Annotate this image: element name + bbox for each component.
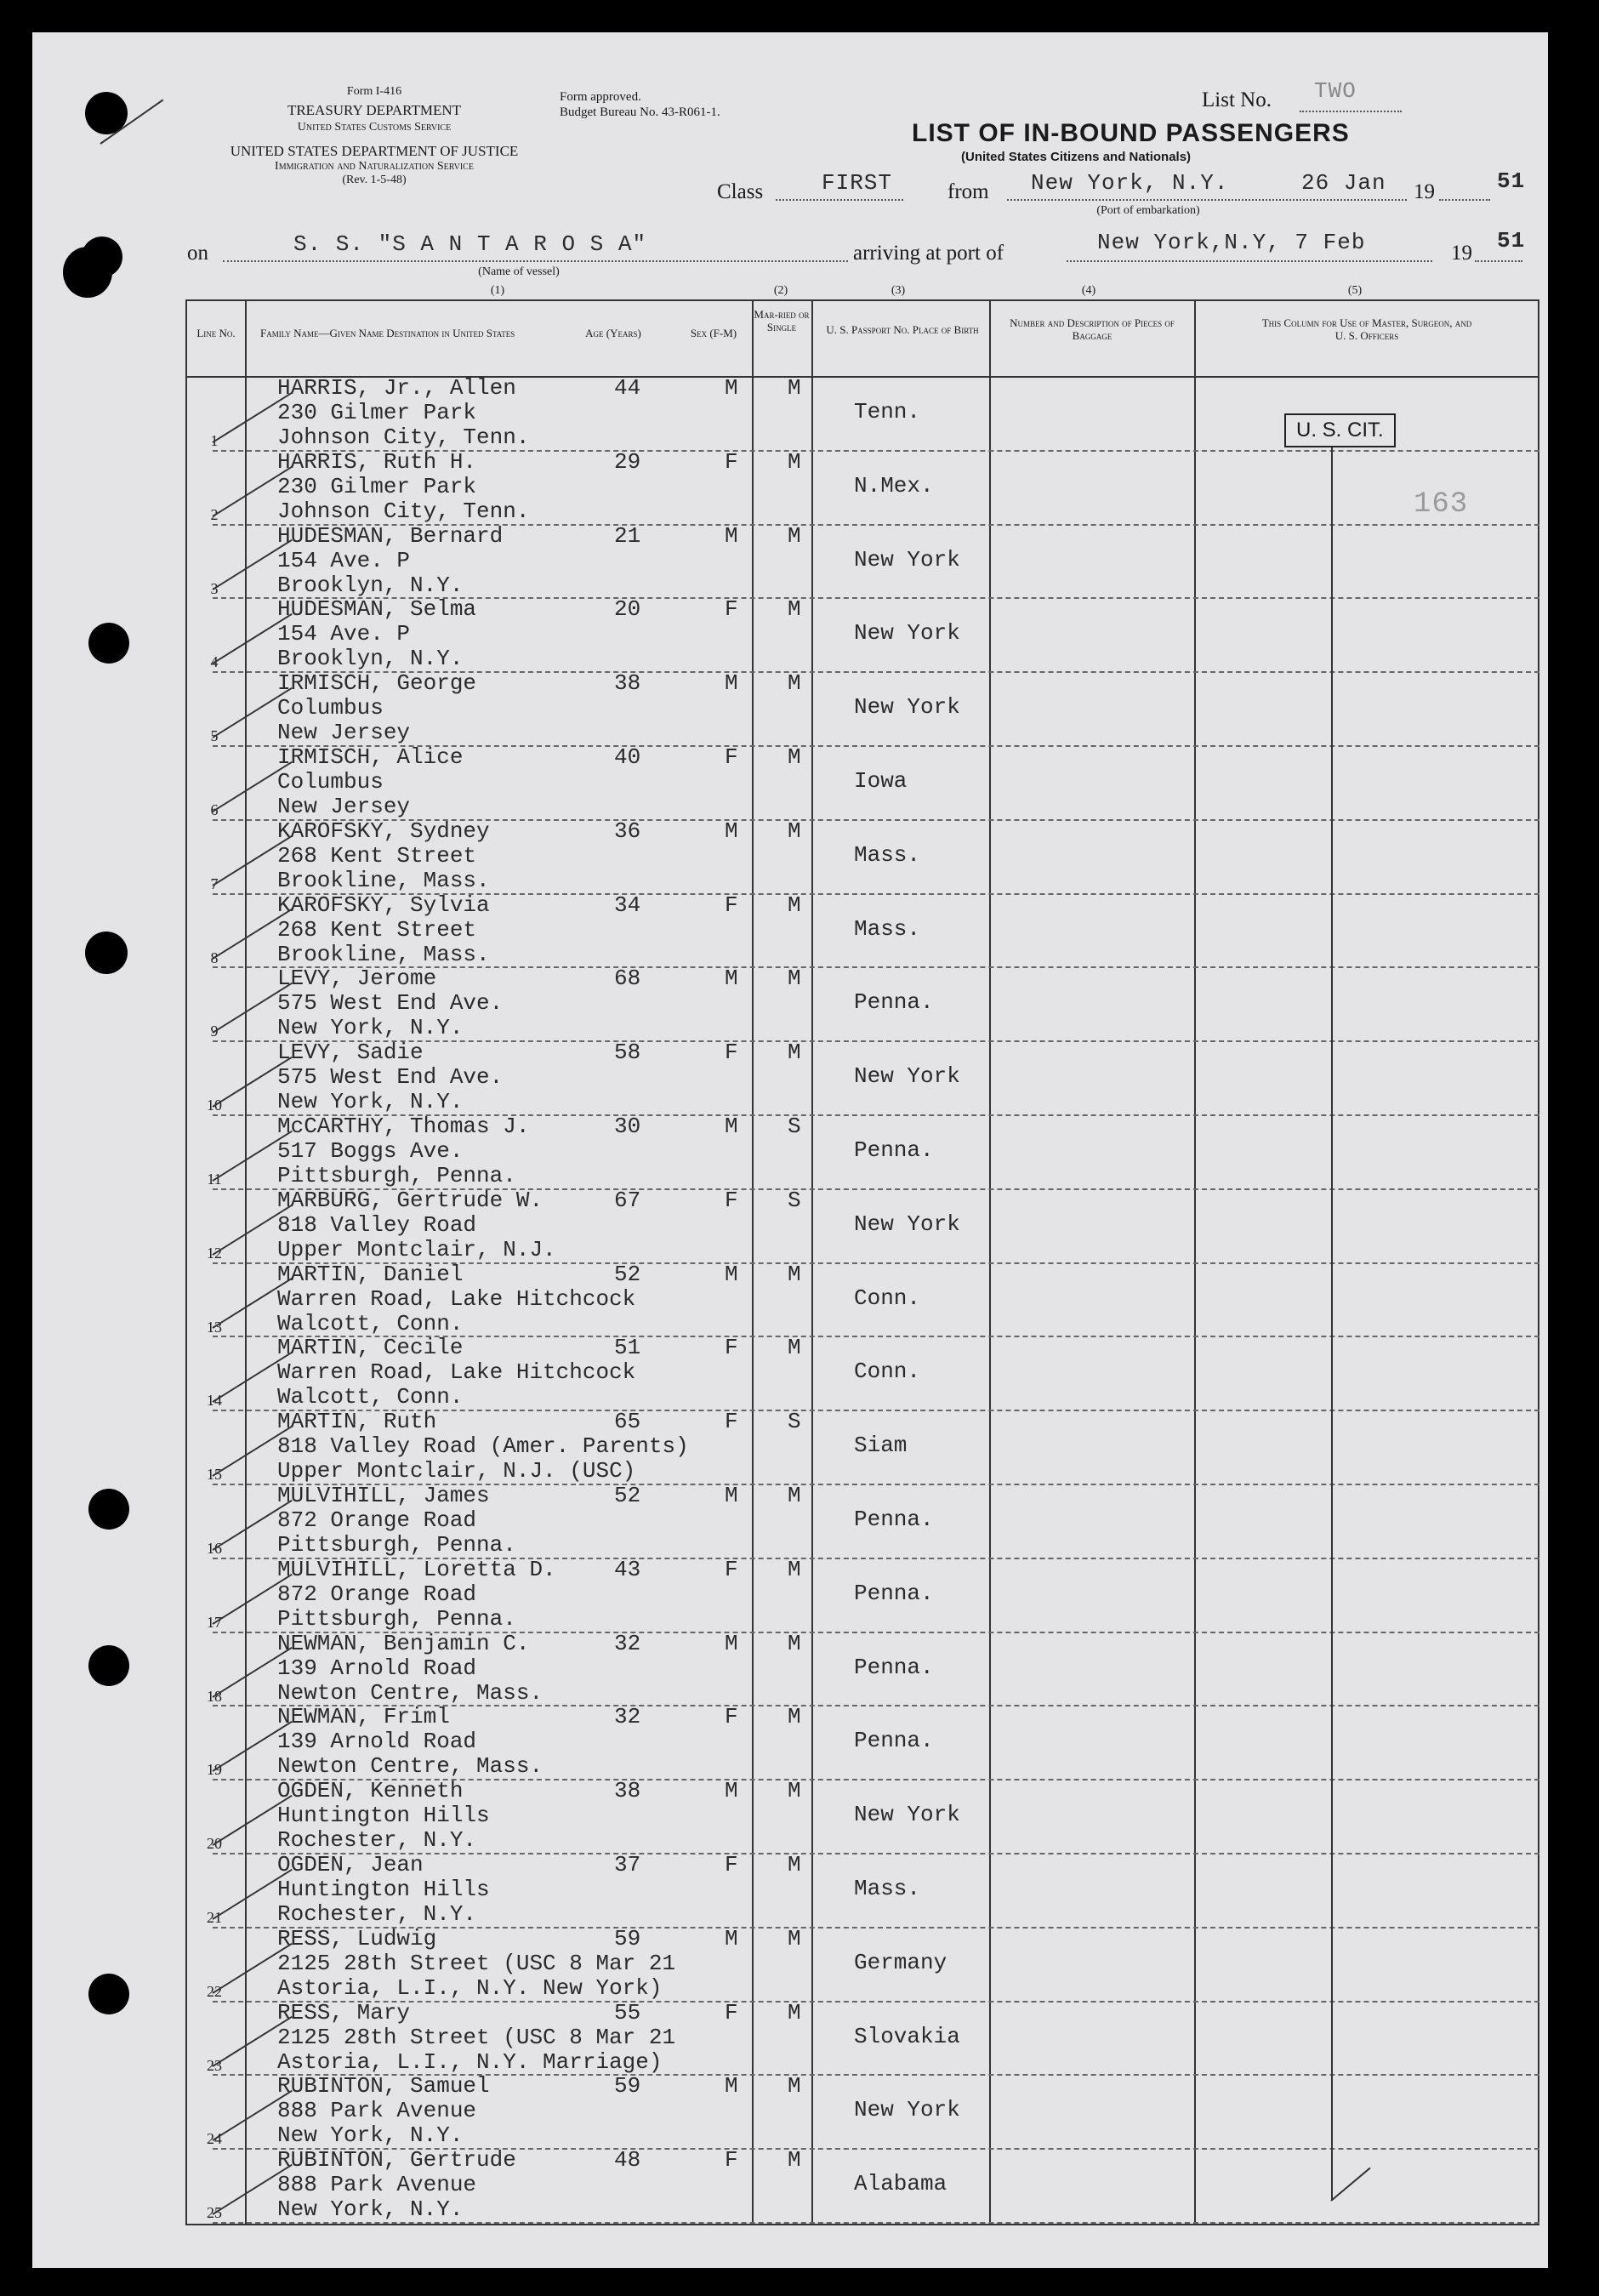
passenger-marital-status: M <box>788 1630 801 1656</box>
passenger-sex: F <box>725 596 738 623</box>
justice-dept: UNITED STATES DEPARTMENT OF JUSTICE <box>230 143 519 159</box>
passenger-marital-status: M <box>788 670 801 697</box>
passenger-age: 38 <box>614 1778 641 1804</box>
col-num-5: (5) <box>1347 284 1363 297</box>
arrival-line <box>1067 260 1432 262</box>
class-label: Class <box>717 180 764 203</box>
passenger-name-destination: HARRIS, Ruth H. 230 Gilmer Park Johnson City, Tenn. <box>277 448 530 524</box>
passenger-place-of-birth: Mass. <box>854 915 921 942</box>
passenger-place-of-birth: New York <box>854 1063 960 1090</box>
passenger-sex: F <box>725 2147 738 2174</box>
passenger-marital-status: M <box>788 966 801 992</box>
col-baggage: Number and Description of Pieces of Baggage <box>1010 316 1175 342</box>
passenger-sex: M <box>725 1925 738 1951</box>
passenger-sex: F <box>725 1040 738 1066</box>
line-number: 22 <box>207 1982 222 2000</box>
passenger-marital-status: M <box>788 448 801 475</box>
passenger-marital-status: M <box>788 1852 801 1877</box>
passenger-age: 52 <box>614 1261 641 1287</box>
passenger-sex: M <box>725 1630 738 1656</box>
passenger-place-of-birth: Tenn. <box>854 399 921 424</box>
passenger-age: 37 <box>614 1852 641 1877</box>
line-number: 25 <box>207 2204 222 2222</box>
passenger-place-of-birth: N.Mex. <box>854 472 934 499</box>
form-approved: Form approved. <box>560 90 641 104</box>
passenger-sex: F <box>725 448 738 475</box>
col-num-2: (2) <box>773 284 788 297</box>
passenger-age: 65 <box>614 1409 641 1435</box>
passenger-place-of-birth: Mass. <box>854 841 921 868</box>
passenger-place-of-birth: New York <box>854 1211 960 1237</box>
passenger-place-of-birth: New York <box>854 1802 960 1828</box>
year-line-2 <box>1475 260 1522 262</box>
line-number: 12 <box>207 1244 222 1262</box>
treasury-dept: TREASURY DEPARTMENT <box>287 102 462 118</box>
col-age: Age (Years) <box>585 327 641 339</box>
passenger-sex: M <box>725 670 738 697</box>
class-value: FIRST <box>822 170 893 196</box>
punch-hole <box>82 236 122 277</box>
passenger-place-of-birth: New York <box>854 694 960 721</box>
passenger-age: 21 <box>614 522 641 549</box>
passenger-sex: M <box>725 375 738 401</box>
punch-hole <box>88 623 129 664</box>
year-line-1 <box>1439 199 1490 201</box>
passenger-marital-status: M <box>788 596 801 623</box>
line-number: 1 <box>210 432 219 449</box>
stamp-bracket-line <box>1331 447 1333 2200</box>
line-number: 6 <box>210 801 219 818</box>
passenger-age: 30 <box>614 1114 641 1139</box>
passenger-age: 48 <box>614 2147 641 2174</box>
line-number: 23 <box>207 2056 222 2074</box>
passenger-age: 36 <box>614 818 641 844</box>
col-num-1: (1) <box>490 284 505 297</box>
passenger-place-of-birth: Siam <box>854 1433 908 1459</box>
passenger-name-destination: LEVY, Sadie 575 West End Ave. New York, N.Y. <box>277 1040 504 1115</box>
passenger-sex: F <box>725 1409 738 1435</box>
line-number: 2 <box>210 505 219 523</box>
passenger-sex: M <box>725 1261 738 1287</box>
passenger-sex: M <box>725 1114 738 1139</box>
passenger-name-destination: MARTIN, Ruth 818 Valley Road (Amer. Parents) Upper Montclair, N.J. (USC) <box>277 1409 689 1484</box>
passenger-age: 55 <box>614 1999 641 2025</box>
passenger-name-destination: KAROFSKY, Sydney 268 Kent Street Brookline, Mass. <box>277 818 490 893</box>
passenger-age: 40 <box>614 744 641 770</box>
passenger-name-destination: RESS, Mary 2125 28th Street (USC 8 Mar 21 Astoria, L.I., N.Y. Marriage) <box>277 1999 676 2075</box>
col-num-4: (4) <box>1081 284 1096 297</box>
line-number: 13 <box>207 1318 222 1336</box>
col-num-3: (3) <box>891 284 906 297</box>
passenger-place-of-birth: Alabama <box>854 2171 947 2197</box>
passenger-name-destination: HUDESMAN, Bernard 154 Ave. P Brooklyn, N.Y. <box>277 522 504 598</box>
passenger-place-of-birth: Penna. <box>854 1654 934 1680</box>
vessel-line <box>223 260 848 262</box>
line-number: 24 <box>207 2130 222 2148</box>
from-label: from <box>947 180 989 203</box>
passenger-age: 38 <box>614 670 641 697</box>
passenger-place-of-birth: Conn. <box>854 1285 921 1311</box>
passenger-sex: M <box>725 1483 738 1508</box>
list-no-line <box>1300 111 1402 112</box>
line-number: 9 <box>210 1023 219 1040</box>
passenger-place-of-birth: Mass. <box>854 1876 921 1901</box>
passenger-name-destination: MULVIHILL, Loretta D. 872 Orange Road Pittsburgh, Penna. <box>277 1556 556 1632</box>
passenger-sex: F <box>725 744 738 770</box>
port-embark-caption: (Port of embarkation) <box>1096 204 1200 217</box>
passenger-name-destination: IRMISCH, Alice Columbus New Jersey <box>277 744 464 819</box>
line-number: 21 <box>207 1909 222 1926</box>
col-sex: Sex (F-M) <box>690 327 737 339</box>
line-number: 17 <box>207 1613 222 1631</box>
line-number: 10 <box>207 1097 222 1114</box>
passenger-name-destination: RUBINTON, Samuel 888 Park Avenue New York, N.Y. <box>277 2073 490 2149</box>
punch-hole <box>85 932 128 974</box>
passenger-name-destination: NEWMAN, Benjamin C. 139 Arnold Road Newton Centre, Mass. <box>277 1630 543 1706</box>
passenger-name-destination: IRMISCH, George Columbus New Jersey <box>277 670 477 746</box>
line-number: 8 <box>210 949 219 966</box>
passenger-age: 34 <box>614 892 641 918</box>
passenger-name-destination: MARBURG, Gertrude W. 818 Valley Road Upper Montclair, N.J. <box>277 1187 556 1262</box>
line-number: 3 <box>210 579 219 597</box>
passenger-place-of-birth: Conn. <box>854 1359 921 1385</box>
passenger-name-destination: OGDEN, Kenneth Huntington Hills Rochester, N.Y. <box>277 1778 490 1854</box>
budget-bureau: Budget Bureau No. 43-R061-1. <box>560 105 720 119</box>
passenger-age: 58 <box>614 1040 641 1066</box>
vessel-caption: (Name of vessel) <box>478 265 560 278</box>
passenger-age: 43 <box>614 1556 641 1582</box>
year-prefix-1: 19 <box>1414 180 1435 203</box>
row-separator <box>213 2222 1539 2224</box>
passenger-marital-status: M <box>788 744 801 770</box>
class-line <box>776 199 903 201</box>
passenger-marital-status: M <box>788 1704 801 1730</box>
passenger-age: 29 <box>614 448 641 475</box>
passenger-sex: M <box>725 966 738 992</box>
passenger-place-of-birth: Iowa <box>854 768 908 794</box>
passenger-sex: M <box>725 522 738 549</box>
arriving-label: arriving at port of <box>853 242 1004 265</box>
line-number: 18 <box>207 1687 222 1705</box>
passenger-marital-status: M <box>788 892 801 918</box>
passenger-name-destination: MARTIN, Cecile Warren Road, Lake Hitchcock Walcott, Conn. <box>277 1335 636 1410</box>
passenger-name-destination: HUDESMAN, Selma 154 Ave. P Brooklyn, N.Y. <box>277 596 477 672</box>
passenger-marital-status: M <box>788 1261 801 1287</box>
year-1: 51 <box>1497 168 1526 194</box>
passenger-name-destination: KAROFSKY, Sylvia 268 Kent Street Brookline, Mass. <box>277 892 490 967</box>
passenger-name-destination: RESS, Ludwig 2125 28th Street (USC 8 Mar 21 Astoria, L.I., N.Y. New York) <box>277 1925 676 2001</box>
passenger-name-destination: McCARTHY, Thomas J. 517 Boggs Ave. Pittsburgh, Penna. <box>277 1114 530 1188</box>
us-citizen-stamp: U. S. CIT. <box>1284 413 1396 447</box>
passenger-age: 32 <box>614 1704 641 1730</box>
passenger-marital-status: M <box>788 375 801 401</box>
table-left-border <box>185 299 187 2225</box>
revision: (Rev. 1-5-48) <box>342 174 407 186</box>
passenger-age: 51 <box>614 1335 641 1361</box>
passenger-marital-status: M <box>788 1925 801 1951</box>
passenger-place-of-birth: Penna. <box>854 1580 934 1606</box>
passenger-marital-status: S <box>788 1187 801 1213</box>
passenger-place-of-birth: Penna. <box>854 1137 934 1163</box>
passenger-sex: F <box>725 1704 738 1730</box>
passenger-sex: M <box>725 818 738 844</box>
line-number: 20 <box>207 1835 222 1853</box>
passenger-marital-status: M <box>788 818 801 844</box>
passenger-sex: F <box>725 892 738 918</box>
passenger-name-destination: MULVIHILL, James 872 Orange Road Pittsburgh, Penna. <box>277 1483 516 1558</box>
passenger-name-destination: MARTIN, Daniel Warren Road, Lake Hitchcock Walcott, Conn. <box>277 1261 636 1336</box>
table-top-border <box>185 299 1539 301</box>
arrival-value: New York,N.Y, 7 Feb <box>1097 230 1366 255</box>
punch-hole <box>88 1489 129 1530</box>
passenger-age: 59 <box>614 1925 641 1951</box>
passenger-marital-status: M <box>788 2073 801 2099</box>
passenger-sex: F <box>725 1335 738 1361</box>
passenger-place-of-birth: Penna. <box>854 1728 934 1754</box>
passenger-sex: F <box>725 1852 738 1877</box>
passenger-marital-status: M <box>788 522 801 549</box>
col-line-no: Line No. <box>196 327 236 339</box>
col-name: Family Name—Given Name Destination in United States <box>260 327 515 339</box>
punch-hole <box>88 1974 129 2014</box>
passenger-marital-status: M <box>788 2147 801 2174</box>
passenger-sex: F <box>725 1999 738 2025</box>
passenger-name-destination: RUBINTON, Gertrude 888 Park Avenue New York, N.Y. <box>277 2147 516 2223</box>
ins-service: Immigration and Naturalization Service <box>275 160 474 173</box>
punch-hole <box>88 1645 129 1686</box>
passenger-sex: M <box>725 1778 738 1804</box>
passenger-place-of-birth: New York <box>854 620 960 647</box>
passenger-marital-status: M <box>788 1999 801 2025</box>
on-label: on <box>187 242 208 265</box>
passenger-sex: F <box>725 1556 738 1582</box>
form-subtitle: (United States Citizens and Nationals) <box>961 150 1192 164</box>
line-number: 19 <box>207 1761 222 1779</box>
page-stamp-number: 163 <box>1414 488 1469 521</box>
passenger-marital-status: M <box>788 1778 801 1804</box>
passenger-place-of-birth: Penna. <box>854 1507 934 1532</box>
line-number: 7 <box>210 875 219 892</box>
passenger-place-of-birth: New York <box>854 546 960 573</box>
passenger-marital-status: M <box>788 1335 801 1361</box>
from-line <box>1007 199 1407 201</box>
form-number: Form I-416 <box>346 85 402 98</box>
passenger-name-destination: HARRIS, Jr., Allen 230 Gilmer Park Johnson City, Tenn. <box>277 375 530 450</box>
form-title: LIST OF IN-BOUND PASSENGERS <box>912 119 1350 147</box>
list-no-value: TWO <box>1314 78 1357 104</box>
passenger-age: 52 <box>614 1483 641 1508</box>
passenger-age: 20 <box>614 596 641 623</box>
line-number: 14 <box>207 1392 222 1410</box>
line-number: 15 <box>207 1466 222 1484</box>
passenger-age: 59 <box>614 2073 641 2099</box>
passenger-name-destination: LEVY, Jerome 575 West End Ave. New York, N.Y. <box>277 966 504 1041</box>
passenger-place-of-birth: Penna. <box>854 989 934 1016</box>
line-number: 11 <box>207 1171 222 1188</box>
col-married: Mar-ried or Single <box>754 308 810 333</box>
list-no-label: List No. <box>1202 88 1272 111</box>
year-2: 51 <box>1497 228 1526 254</box>
line-number: 4 <box>210 653 219 671</box>
passenger-name-destination: NEWMAN, Friml 139 Arnold Road Newton Centre, Mass. <box>277 1704 543 1780</box>
from-date: 26 Jan <box>1301 170 1386 196</box>
line-number: 5 <box>210 727 219 745</box>
passenger-place-of-birth: New York <box>854 2097 960 2123</box>
passenger-marital-status: S <box>788 1409 801 1435</box>
passenger-marital-status: M <box>788 1556 801 1582</box>
passenger-marital-status: M <box>788 1040 801 1066</box>
passenger-age: 32 <box>614 1630 641 1656</box>
vessel-name: S. S. "S A N T A R O S A" <box>293 231 647 257</box>
year-prefix-2: 19 <box>1451 242 1472 265</box>
passenger-marital-status: S <box>788 1114 801 1139</box>
line-number: 16 <box>207 1540 222 1557</box>
passenger-age: 68 <box>614 966 641 992</box>
passenger-place-of-birth: Germany <box>854 1949 947 1975</box>
passenger-age: 44 <box>614 375 641 401</box>
passenger-marital-status: M <box>788 1483 801 1508</box>
customs-service: United States Customs Service <box>297 121 452 134</box>
passenger-sex: F <box>725 1187 738 1213</box>
passenger-sex: M <box>725 2073 738 2099</box>
from-port: New York, N.Y. <box>1031 170 1229 196</box>
passenger-age: 67 <box>614 1187 641 1213</box>
col-passport: U. S. Passport No. Place of Birth <box>826 323 979 336</box>
passenger-name-destination: OGDEN, Jean Huntington Hills Rochester, N.Y. <box>277 1852 490 1927</box>
col-officers: This Column for Use of Master, Surgeon, and U. S. Officers <box>1261 316 1472 342</box>
table-bottom-border <box>185 2224 1539 2225</box>
passenger-place-of-birth: Slovakia <box>854 2023 960 2049</box>
